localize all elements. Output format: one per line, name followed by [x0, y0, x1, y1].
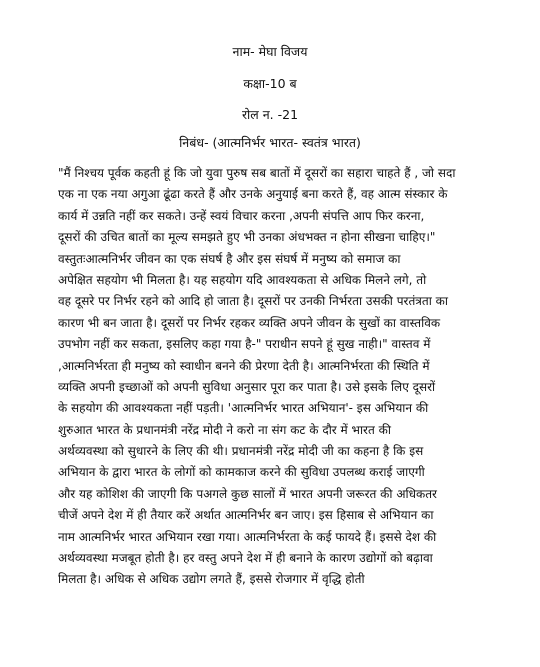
essay-line: उपभोग नहीं कर सकता, इसलिए कहा गया है-" पराधीन सपने हूं सुख नाही।" वास्तव में — [58, 337, 431, 352]
essay-line: मिलता है। अधिक से अधिक उद्योग लगते हैं, इससे रोजगार में वृद्धि होती — [58, 572, 365, 587]
essay-line: अपेक्षित सहयोग भी मिलता है। यह सहयोग यदि आवश्यकता से अधिक मिलने लगे, तो — [58, 272, 427, 287]
essay-line: कार्य में उन्नति नहीं कर सकते। उन्हें स्वयं विचार करना ,अपनी संपत्ति आप फिर करना, — [58, 208, 425, 223]
essay-line: अर्थव्यवस्था मजबूत होती है। हर वस्तु अपने देश में ही बनाने के कारण उद्योगों को बढ़ावा — [58, 551, 433, 566]
essay-line: अर्थव्यवस्था को सुधारने के लिए की थी। प्रधानमंत्री नरेंद्र मोदी जी का कहना है कि इस — [58, 444, 424, 459]
essay-body — [58, 163, 510, 591]
essay-line: एक ना एक नया अगुआ ढूंढा करते हैं और उनके अनुयाई बना करते हैं, वह आत्म संस्कार के — [58, 187, 448, 202]
student-name: नाम- मेघा विजय — [232, 44, 308, 59]
essay-line: दूसरों की उचित बातों का मूल्य समझते हुए भी उनका अंधभक्त न होना सीखना चाहिए।" — [58, 230, 436, 245]
essay-line: ,आत्मनिर्भरता ही मनुष्य को स्वाधीन बनने की प्रेरणा देती है। आत्मनिर्भरता की स्थिति में — [58, 358, 430, 373]
essay-line: कारण भी बन जाता है। दूसरों पर निर्भर रहकर व्यक्ति अपने जीवन के सुखों का वास्तविक — [58, 315, 441, 330]
essay-line: और यह कोशिश की जाएगी कि पअगले कुछ सालों में भारत अपनी जरूरत की अधिकतर — [58, 486, 437, 501]
essay-line: वह दूसरे पर निर्भर रहने को आदि हो जाता है। दूसरों पर उनकी निर्भरता उसकी परतंत्रता का — [58, 294, 448, 309]
essay-line: व्यक्ति अपनी इच्छाओं को अपनी सुविधा अनुसार पूरा कर पाता है। उसे इसके लिए दूसरों — [58, 379, 436, 394]
student-class: कक्षा-10 ब — [243, 76, 297, 91]
essay-line: के सहयोग की आवश्यकता नहीं पड़ती। 'आत्मनिर्भर भारत अभियान'- इस अभियान की — [58, 401, 429, 416]
roll-number: रोल न. -21 — [241, 107, 299, 122]
essay-line: अभियान के द्वारा भारत के लोगों को कामकाज करने की सुविधा उपलब्ध कराई जाएगी — [58, 465, 425, 480]
essay-line: "मैं निश्चय पूर्वक कहती हूं कि जो युवा पुरुष सब बातों में दूसरों का सहारा चाहते हैं , जो सदा — [58, 166, 456, 180]
essay-line: चीजें अपने देश में ही तैयार करें अर्थात आत्मनिर्भर बन जाए। इस हिसाब से अभियान का — [58, 508, 434, 523]
essay-title: निबंध- (आत्मनिर्भर भारत- स्वतंत्र भारत) — [179, 135, 361, 150]
essay-line: नाम आत्मनिर्भर भारत अभियान रखा गया। आत्मनिर्भरता के कई फायदे हैं। इससे देश की — [58, 529, 437, 544]
essay-line: शुरुआत भारत के प्रधानमंत्री नरेंद्र मोदी ने करो ना संग कट के दौर में भारत की — [58, 422, 391, 437]
essay-line: वस्तुतःआत्मनिर्भर जीवन का एक संघर्ष है और इस संघर्ष में मनुष्य को समाज का — [58, 251, 401, 266]
